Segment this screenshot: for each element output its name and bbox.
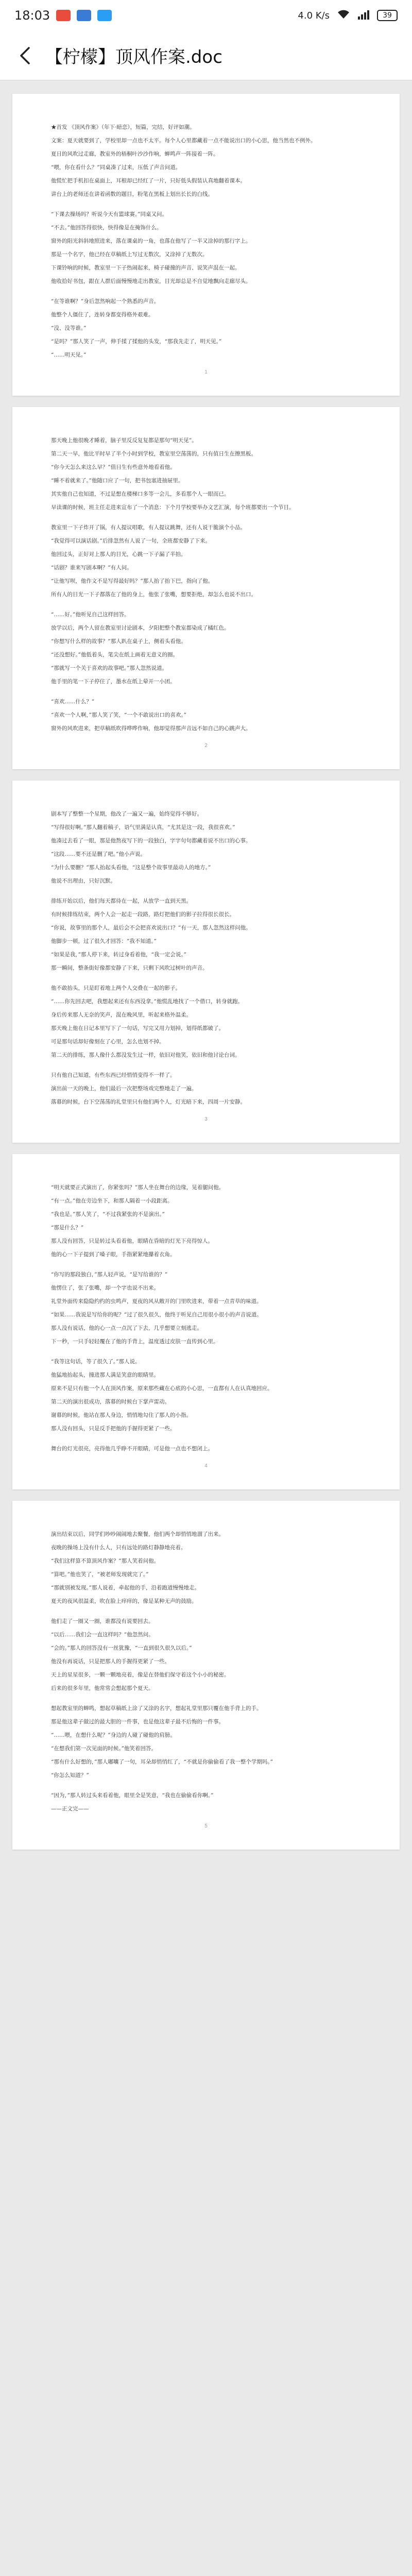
- document-paragraph: 窗外的阳光斜斜地照进来，落在课桌的一角，也落在他写了一半又涂掉的那行字上。: [51, 238, 251, 244]
- document-paragraph: 他愣住了，张了张嘴，却一个字也说不出来。: [51, 1285, 159, 1291]
- document-paragraph: “……你先回去吧，我想起来还有东西没拿。”他慌乱地找了一个借口，转身就跑。: [51, 998, 243, 1005]
- document-paragraph: 他猛地抬起头，撞进那人满是笑意的眼睛里。: [51, 1372, 159, 1378]
- document-paragraph: “你说，故事里的那个人，最后会不会把喜欢说出口？”有一天，那人忽然这样问他。: [51, 925, 251, 931]
- app-header: [0, 31, 412, 80]
- document-paragraph: “不去。”他回答得很快，快得像是在掩饰什么。: [51, 225, 162, 231]
- document-paragraph: 教室里一下子炸开了锅，有人提议唱歌，有人提议跳舞，还有人说干脆演个小品。: [51, 524, 246, 531]
- document-paragraph: “写得很好啊。”那人翻着稿子，语气里满是认真，“尤其是这一段，我很喜欢。”: [51, 824, 235, 831]
- document-paragraph: “没、没等谁。”: [51, 325, 87, 331]
- document-paragraph: 夜晚的操场上没有什么人，只有远处的路灯静静地亮着。: [51, 1545, 186, 1551]
- document-paragraph: 有时候排练结束，两个人会一起走一段路，路灯把他们的影子拉得很长很长。: [51, 911, 235, 918]
- document-paragraph: 演出前一天的晚上，他们最后一次把整场戏完整地走了一遍。: [51, 1086, 197, 1092]
- document-paragraph: “还没想好。”他低着头，笔尖在纸上画着无意义的圈。: [51, 652, 178, 658]
- document-paragraph: 谢幕的时候，他站在那人身边，悄悄地勾住了那人的小指。: [51, 1412, 192, 1418]
- document-paragraph: 他凑过去看了一眼，那是他熬夜写下的一段独白，字字句句都藏着说不出口的心事。: [51, 838, 251, 844]
- document-paragraph: 夏日的风吹过走廊，教室外的梧桐叶沙沙作响，蝉鸣声一阵接着一阵。: [51, 151, 219, 157]
- document-paragraph: 早读课的时候，班主任走进来宣布了一个消息：下个月学校要举办文艺汇演，每个班都要出一个节目。: [51, 504, 295, 511]
- document-paragraph: 他不敢抬头，只是盯着地上两个人交叠在一起的影子。: [51, 985, 181, 991]
- document-paragraph: “你今天怎么来这么早？”值日生有些意外地看着他。: [51, 464, 176, 470]
- document-paragraph: “下课去操场吗？听说今天有篮球赛。”同桌又问。: [51, 211, 167, 217]
- document-paragraph: 想起教室里的蝉鸣，想起草稿纸上涂了又涂的名字，想起礼堂里那只覆在他手背上的手。: [51, 1705, 262, 1711]
- document-paragraph: “那就别被发现。”那人说着，牵起他的手，沿着跑道慢慢地走。: [51, 1585, 200, 1591]
- document-paragraph: 其实他自己也知道，不过是想在楼梯口多等一会儿，多看那个人一眼而已。: [51, 491, 230, 497]
- page-number: 1: [204, 369, 208, 375]
- document-paragraph: 第二天的排练，那人像什么都没发生过一样，依旧对他笑，依旧和他讨论台词。: [51, 1052, 241, 1058]
- document-paragraph: 剧本写了整整一个星期，他改了一遍又一遍，始终觉得不够好。: [51, 811, 202, 817]
- document-paragraph: 身后传来那人无奈的笑声，混在晚风里，听起来格外温柔。: [51, 1012, 192, 1018]
- document-paragraph: “如果……我说是写给你的呢？”过了很久很久，他终于听见自己用很小很小的声音说道。: [51, 1312, 262, 1318]
- document-paragraph: 放学以后，两个人留在教室里讨论剧本，夕阳把整个教室都染成了橘红色。: [51, 625, 230, 631]
- document-page: [12, 1501, 400, 1850]
- document-paragraph: “算吧。”他也笑了，“被老师发现就完了。”: [51, 1571, 149, 1578]
- document-paragraph: 讲台上的老师还在讲着函数的题目，粉笔在黑板上划出长长的白线。: [51, 191, 213, 197]
- document-page: [12, 1154, 400, 1489]
- document-paragraph: “为什么要删？”那人抬起头看他，“这是整个故事里最动人的地方。”: [51, 865, 211, 871]
- status-time: 18:03: [14, 8, 50, 23]
- document-paragraph: “以后……我们会一直这样吗？”他忽然问。: [51, 1632, 154, 1638]
- document-paragraph: 他慌忙把手机扣在桌面上，耳根却已经红了一片，只好低头假装认真地翻着课本。: [51, 178, 246, 184]
- document-paragraph: 那是他这辈子做过的最大胆的一件事，也是他这辈子最不后悔的一件事。: [51, 1719, 224, 1725]
- document-paragraph: 舞台的灯光很亮，亮得他几乎睁不开眼睛，可是他一点也不想闭上。: [51, 1446, 213, 1452]
- document-paragraph: “是吗？”那人笑了一声，伸手揉了揉他的头发，“那我先走了，明天见。”: [51, 338, 222, 345]
- page-number: 3: [204, 1116, 208, 1122]
- document-paragraph: 他手里的笔一下子停住了，墨水在纸上晕开一小团。: [51, 679, 176, 685]
- document-paragraph: 那人没有回答，只是转过头看着他，眼睛在昏暗的灯光下亮得惊人。: [51, 1238, 213, 1244]
- document-paragraph: “那就写一个关于喜欢的故事吧。”那人忽然说道。: [51, 665, 167, 671]
- document-paragraph: “如果是我，”那人停下来，转过身看着他，“我一定会说。”: [51, 952, 186, 958]
- document-paragraph: 第二天一早，他比平时早了半个小时到学校，教室里空荡荡的，只有值日生在擦黑板。: [51, 451, 256, 457]
- document-paragraph: 那天晚上他很晚才睡着，脑子里反反复复都是那句“明天见”。: [51, 437, 197, 444]
- document-paragraph: 礼堂外面传来隐隐约约的虫鸣声，夏夜的风从敞开的门里吹进来，带着一点青草的味道。: [51, 1298, 262, 1304]
- document-title: 【柠檬】顶风作案.doc: [45, 47, 222, 67]
- back-button[interactable]: [13, 44, 36, 67]
- document-paragraph: 窗外的风吹进来，把草稿纸吹得哗哗作响，他却觉得那声音远不如自己的心跳声大。: [51, 725, 251, 732]
- document-paragraph: “明天就要正式演出了，你紧张吗？”那人坐在舞台的边缘，晃着腿问他。: [51, 1184, 225, 1191]
- page-number: 5: [204, 1823, 208, 1829]
- document-paragraph: “让他写呗，他作文不是写得最好吗？”那人抬了抬下巴，指向了他。: [51, 578, 214, 584]
- battery-icon: [377, 10, 398, 21]
- document-paragraph: 他们走了一圈又一圈，谁都没有说要回去。: [51, 1618, 154, 1624]
- document-paragraph: 他说不出理由，只好沉默。: [51, 878, 116, 884]
- wifi-icon: [337, 9, 350, 22]
- document-paragraph: “因为，”那人转过头来看着他，眼里全是笑意，“我也在偷偷看你啊。”: [51, 1792, 214, 1799]
- document-paragraph: ——正文完——: [51, 1806, 89, 1812]
- document-paragraph: ★首发 《顶风作案》（年下·暗恋），短篇，完结，好评如潮。: [51, 124, 195, 130]
- document-paragraph: 排练开始以后，他们每天都待在一起，从放学一直到天黑。: [51, 898, 192, 904]
- document-paragraph: 原来不是只有他一个人在顶风作案，原来那些藏在心底的小心思，一直都有人在认真地回应。: [51, 1385, 273, 1392]
- document-paragraph: “我觉得可以演话剧。”后排忽然有人说了一句，全班都安静了下来。: [51, 538, 211, 544]
- document-paragraph: “我等这句话，等了很久了。”那人说。: [51, 1359, 141, 1365]
- document-paragraph: 他整个人僵住了，连转身都变得格外艰难。: [51, 312, 154, 318]
- document-paragraph: “那有什么好想的，”那人嘟囔了一句，耳朵却悄悄红了，“不就是你偷偷看了我一整个学期吗。”: [51, 1759, 273, 1765]
- document-paragraph: 演出结束以后，同学们吵吵闹闹地去聚餐，他们两个却悄悄地溜了出来。: [51, 1531, 224, 1537]
- document-paragraph: “喜欢一个人啊，”那人笑了笑，“一个不敢说出口的喜欢。”: [51, 712, 186, 718]
- document-paragraph: 他收拾好书包，跟在人群后面慢慢地走出教室，目光却总是不自觉地飘向走廊尽头。: [51, 278, 251, 284]
- document-paragraph: 他回过头，正好对上那人的目光，心跳一下子漏了半拍。: [51, 551, 186, 557]
- document-paragraph: 天上的星星很多，一颗一颗地亮着，像是在替他们保守着这个小小的秘密。: [51, 1672, 230, 1678]
- document-paragraph: 下课铃响的时候，教室里一下子热闹起来，椅子碰撞的声音、说笑声混在一起。: [51, 265, 241, 271]
- document-paragraph: 那人没有说话，他的心一点一点沉了下去，几乎想要立刻逃走。: [51, 1325, 202, 1331]
- document-page: [12, 781, 400, 1143]
- document-paragraph: 他脚步一顿，过了很久才回答：“我不知道。”: [51, 938, 157, 944]
- document-paragraph: “……明天见。”: [51, 352, 87, 358]
- document-paragraph: “睡不着就来了。”他随口应了一句，把书包塞进抽屉里。: [51, 478, 184, 484]
- page-number: 4: [204, 1463, 208, 1469]
- battery-level-text: 39: [383, 11, 392, 20]
- network-speed-text: 4.0 K/s: [298, 10, 330, 21]
- document-paragraph: “你写的那段独白，”那人轻声说，“是写给谁的？”: [51, 1272, 168, 1278]
- document-paragraph: 所有人的目光一下子都落在了他的身上，他张了张嘴，想要拒绝，却怎么也说不出口。: [51, 591, 256, 598]
- document-paragraph: 下一秒，一只手轻轻覆在了他的手背上，温度透过皮肤一直传到心里。: [51, 1338, 219, 1345]
- document-paragraph: 那是一个名字，他已经在草稿纸上写过无数次，又涂掉了无数次。: [51, 251, 208, 258]
- document-paragraph: “那是什么？”: [51, 1225, 84, 1231]
- document-paragraph: “我们这样算不算顶风作案？”那人笑着问他。: [51, 1558, 160, 1564]
- document-paragraph: “你怎么知道？”: [51, 1772, 89, 1778]
- document-paragraph: “有一点。”他在旁边坐下，和那人隔着一小段距离。: [51, 1198, 173, 1204]
- notification-app-icon: [56, 10, 71, 21]
- document-paragraph: 那一瞬间，整条街好像都安静了下来，只剩下风吹过树叶的声音。: [51, 965, 208, 971]
- document-paragraph: “在想我们第一次见面的时候。”他笑着回答。: [51, 1745, 157, 1752]
- document-paragraph: “这段……要不还是删了吧。”他小声说。: [51, 851, 146, 857]
- document-paragraph: 可是那句话却好像刻在了心里，怎么也划不掉。: [51, 1039, 165, 1045]
- document-paragraph: 那天晚上他在日记本里写下了一句话，写完又用力划掉，划得纸都破了。: [51, 1025, 224, 1031]
- signal-icon: [357, 9, 370, 22]
- document-viewer[interactable]: [0, 80, 412, 2576]
- document-page: [12, 94, 400, 396]
- document-paragraph: 夏天的夜风很温柔，吹在脸上痒痒的，像是某种无声的鼓励。: [51, 1598, 197, 1604]
- document-paragraph: “……喂，在想什么呢？”身边的人碰了碰他的肩膀。: [51, 1732, 176, 1738]
- document-page: [12, 407, 400, 769]
- document-paragraph: “我也是。”那人笑了，“不过我紧张的不是演出。”: [51, 1211, 165, 1217]
- page-number: 2: [204, 743, 208, 749]
- document-paragraph: “你想写什么样的故事？”那人趴在桌子上，侧着头看他。: [51, 638, 186, 645]
- document-paragraph: “话剧？谁来写剧本啊？”有人问。: [51, 565, 132, 571]
- notification-app-icon: [97, 10, 112, 21]
- document-paragraph: “喂，你在看什么？”同桌凑了过来，压低了声音问道。: [51, 164, 181, 171]
- document-paragraph: 那人没有回头，只是反手把他的手握得更紧了一些。: [51, 1426, 176, 1432]
- document-paragraph: “喜欢……什么？”: [51, 699, 95, 705]
- document-paragraph: 落幕的时候，台下空荡荡的礼堂里只有他们两个人，灯光暗下来，四周一片安静。: [51, 1099, 246, 1105]
- status-bar: [0, 0, 412, 31]
- document-paragraph: 后来的很多年里，他常常会想起那个夏天。: [51, 1685, 154, 1691]
- document-paragraph: 只有他自己知道，有些东西已经悄悄变得不一样了。: [51, 1072, 176, 1078]
- back-arrow-icon: [19, 46, 31, 65]
- document-paragraph: “……好。”他听见自己这样回答。: [51, 612, 130, 618]
- document-paragraph: 第二天的演出很成功，落幕的时候台下掌声雷动。: [51, 1399, 170, 1405]
- document-paragraph: 文案：夏天就要到了，学校里却一点也不太平。每个人心里都藏着一点不能说出口的小心思，他当然也不例外。: [51, 138, 316, 144]
- document-paragraph: 他没有再说话，只是把那人的手握得更紧了一些。: [51, 1658, 170, 1665]
- document-paragraph: “会的。”那人的回答没有一丝犹豫，“一直到很久很久以后。”: [51, 1645, 192, 1651]
- document-paragraph: “在等谁啊？”身后忽然响起一个熟悉的声音。: [51, 298, 160, 304]
- notification-app-icon: [77, 10, 91, 21]
- document-paragraph: 他的心一下子提到了嗓子眼，手指紧紧地攥着衣角。: [51, 1251, 176, 1258]
